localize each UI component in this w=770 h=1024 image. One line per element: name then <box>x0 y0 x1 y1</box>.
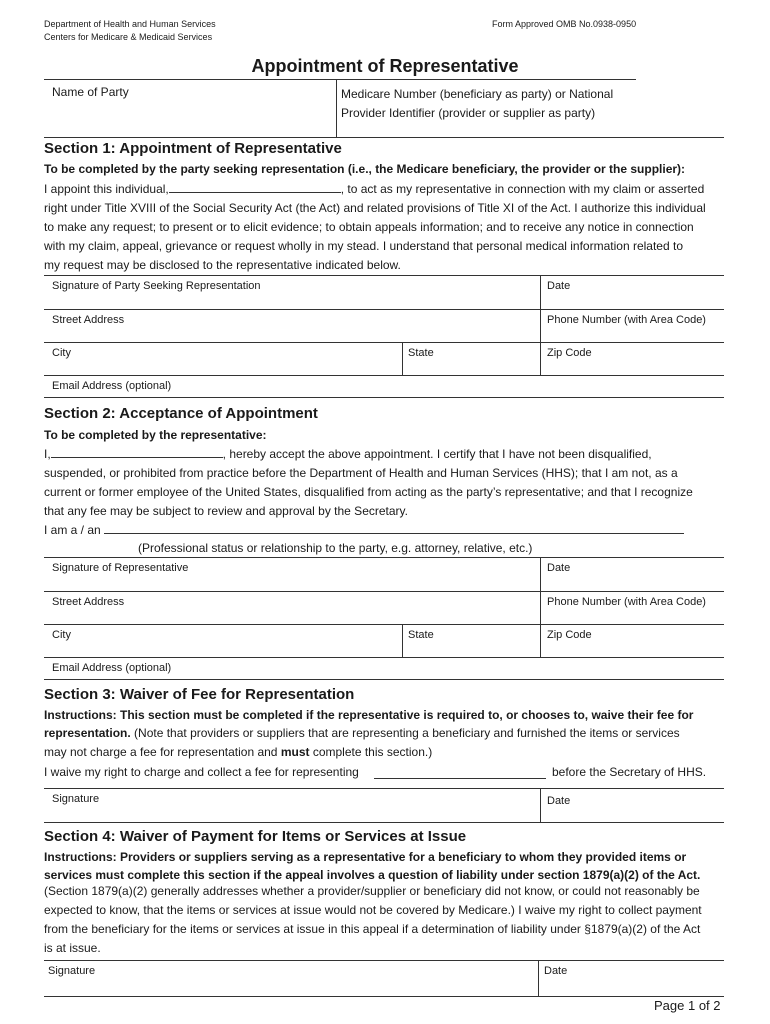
s2-divider-right <box>540 557 541 657</box>
s2-state-label: State <box>408 629 434 641</box>
medicare-number-label: Medicare Number (beneficiary as party) or National Provider Identifier (provider or supplier as party) <box>341 87 614 120</box>
page-number: Page 1 of 2 <box>654 998 721 1013</box>
section2-subheading: To be completed by the representative: <box>44 428 267 442</box>
s1-city-field[interactable] <box>44 360 400 375</box>
s2-city-field[interactable] <box>44 642 400 657</box>
section3-instructions-line1: Instructions: This section must be completed if the representative is required to, or chooses to, waive their fee for <box>44 708 694 722</box>
s2-state-field[interactable] <box>404 642 538 657</box>
agency-name: Department of Health and Human Services <box>44 19 216 29</box>
omb-number: Form Approved OMB No.0938-0950 <box>492 19 637 29</box>
s2-phone-label: Phone Number (with Area Code) <box>547 596 706 608</box>
representative-name-blank[interactable] <box>169 180 341 193</box>
s3-rule-1 <box>44 788 724 789</box>
s2-zip-field[interactable] <box>542 642 724 657</box>
s4-date-field[interactable] <box>540 978 724 996</box>
s3-signature-label: Signature <box>52 793 100 805</box>
s1-street-label: Street Address <box>52 314 125 326</box>
section3-instructions-line2: representation. (Note that providers or suppliers that are representing a beneficiary and furnished the items or services <box>44 726 680 740</box>
s2-rule-5 <box>44 679 724 680</box>
s2-rule-2 <box>44 591 724 592</box>
section1-heading: Section 1: Appointment of Representative <box>44 140 342 157</box>
s1-phone-label: Phone Number (with Area Code) <box>547 314 706 326</box>
s1-signature-label: Signature of Party Seeking Representation <box>52 280 261 292</box>
section1-line1: I appoint this individual, , to act as my representative in connection with my claim or asserted <box>44 182 705 196</box>
s1-phone-field[interactable] <box>542 328 724 342</box>
s2-street-field[interactable] <box>44 610 538 624</box>
section1-line2: right under Title XVIII of the Social Security Act (the Act) and related provisions of Title XI of the Act. I authorize this individual <box>44 201 706 215</box>
s1-rule-2 <box>44 309 724 310</box>
s2-divider-state <box>402 624 403 657</box>
name-of-party-field[interactable] <box>44 100 334 136</box>
section1-line5: my request may be disclosed to the representative indicated below. <box>44 258 401 272</box>
section2-line4: that any fee may be subject to review and approval by the Secretary. <box>44 504 408 518</box>
s3-signature-field[interactable] <box>44 806 538 822</box>
s2-city-label: City <box>52 629 71 641</box>
s1-signature-field[interactable] <box>44 294 538 309</box>
s1-divider-state <box>402 342 403 375</box>
s2-street-label: Street Address <box>52 596 125 608</box>
professional-status-blank[interactable] <box>104 521 684 534</box>
s1-rule-3 <box>44 342 724 343</box>
s4-rule-1 <box>44 960 724 961</box>
s1-rule-4 <box>44 375 724 376</box>
s2-rule-3 <box>44 624 724 625</box>
section4-heading: Section 4: Waiver of Payment for Items or Services at Issue <box>44 828 467 845</box>
s1-zip-label: Zip Code <box>547 347 592 359</box>
s2-signature-field[interactable] <box>44 576 538 591</box>
section4-line6: is at issue. <box>44 941 101 955</box>
s4-rule-2 <box>44 996 724 997</box>
name-of-party-label: Name of Party <box>52 85 129 99</box>
section3-waiver-line: I waive my right to charge and collect a fee for representing <box>44 765 359 779</box>
s1-date-field[interactable] <box>542 294 724 309</box>
s1-divider-right <box>540 275 541 375</box>
section2-line2: suspended, or prohibited from practice before the Department of Health and Human Services (HHS); that I am not, as a <box>44 466 678 480</box>
section2-line3: current or former employee of the United States, disqualified from acting as the party’s representative; and that I recognize <box>44 485 693 499</box>
s4-signature-label: Signature <box>48 965 96 977</box>
s4-divider <box>538 960 539 996</box>
acceptor-name-blank[interactable] <box>51 445 223 458</box>
s1-zip-field[interactable] <box>542 360 724 375</box>
s2-rule-1 <box>44 557 724 558</box>
s2-date-field[interactable] <box>542 576 724 591</box>
represented-party-blank[interactable] <box>374 778 546 779</box>
section3-heading: Section 3: Waiver of Fee for Representation <box>44 686 355 703</box>
s1-date-label: Date <box>547 280 571 292</box>
section3-instructions-line3: may not charge a fee for representation and must complete this section.) <box>44 745 433 759</box>
section4-instructions-line2: services must complete this section if the appeal involves a question of liability under section 1879(a)(2) of the Act. <box>44 868 701 882</box>
s1-rule-1 <box>44 275 724 276</box>
s2-signature-label: Signature of Representative <box>52 562 189 574</box>
s1-street-field[interactable] <box>44 328 538 342</box>
agency-subname: Centers for Medicare & Medicaid Services <box>44 32 213 42</box>
section4-instructions-line1: Instructions: Providers or suppliers serving as a representative for a beneficiary to whom they provided items or <box>44 850 687 864</box>
section4-line4: expected to know, that the items or services at issue would not be covered by Medicare.) I waive my right to collect payment <box>44 903 702 917</box>
s1-state-label: State <box>408 347 434 359</box>
s3-rule-2 <box>44 822 724 823</box>
s3-divider <box>540 788 541 822</box>
section2-line1: I, , hereby accept the above appointment. I certify that I have not been disqualified, <box>44 447 652 461</box>
section1-line3: to make any request; to present or to elicit evidence; to obtain appeals information; and to receive any notice in connection <box>44 220 694 234</box>
s2-email-label: Email Address (optional) <box>52 662 172 674</box>
party-bottom-rule <box>44 137 724 138</box>
s4-signature-field[interactable] <box>44 978 536 996</box>
s1-email-label: Email Address (optional) <box>52 380 172 392</box>
s4-date-label: Date <box>544 965 568 977</box>
section3-waiver-end: before the Secretary of HHS. <box>552 765 707 779</box>
form-title: Appointment of Representative <box>251 56 519 76</box>
s1-rule-5 <box>44 397 724 398</box>
s2-phone-field[interactable] <box>542 610 724 624</box>
section2-iam-line: I am a / an <box>44 521 684 540</box>
s1-city-label: City <box>52 347 71 359</box>
party-top-rule <box>44 79 636 80</box>
section2-heading: Section 2: Acceptance of Appointment <box>44 405 318 422</box>
s1-email-field[interactable] <box>180 379 724 397</box>
section2-professional-note: (Professional status or relationship to the party, e.g. attorney, relative, etc.) <box>138 541 533 555</box>
s2-email-field[interactable] <box>180 661 724 679</box>
medicare-number-field[interactable] <box>338 122 724 137</box>
section1-subheading: To be completed by the party seeking representation (i.e., the Medicare beneficiary, the provider or the supplier): <box>44 162 686 176</box>
s2-rule-4 <box>44 657 724 658</box>
s1-state-field[interactable] <box>404 360 538 375</box>
s2-zip-label: Zip Code <box>547 629 592 641</box>
section1-line4: with my claim, appeal, grievance or request wholly in my stead. I understand that personal medical information related to <box>44 239 683 253</box>
s2-date-label: Date <box>547 562 571 574</box>
party-divider <box>336 79 337 137</box>
section4-line5: from the beneficiary for the items or services at issue in this appeal if a determination of liability under §1879(a)(2) of the Act <box>44 922 701 936</box>
s3-date-label: Date <box>547 795 571 807</box>
s3-date-field[interactable] <box>542 806 724 822</box>
section4-line3: (Section 1879(a)(2) generally addresses whether a provider/supplier or beneficiary did not know, or could not reasonably be <box>44 884 700 898</box>
